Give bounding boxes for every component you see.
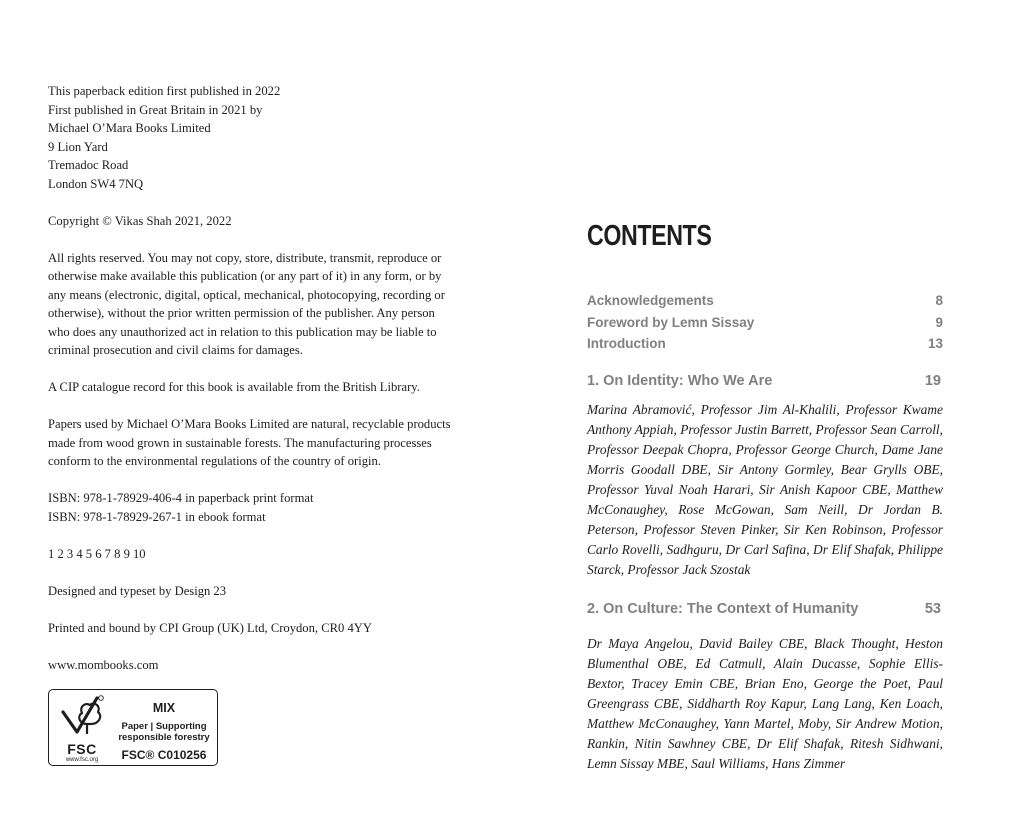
- copyright-notice: Copyright © Vikas Shah 2021, 2022: [48, 213, 232, 228]
- toc-entry-introduction: [587, 336, 943, 351]
- publisher-name: Michael O’Mara Books Limited: [48, 121, 211, 135]
- publication-line: This paperback edition first published in 2022: [48, 84, 281, 98]
- toc-entry-label: Foreword by Lemn Sissay: [587, 315, 755, 330]
- toc-section-label: 2. On Culture: The Context of Humanity: [587, 601, 859, 617]
- contents-heading: CONTENTS: [587, 220, 712, 252]
- fsc-logo: [55, 694, 107, 762]
- rights-line: otherwise make available this publication (or any part of it) in any form, or by: [48, 269, 442, 283]
- toc-entry-label: Acknowledgements: [587, 293, 714, 308]
- paper-line: made from wood grown in sustainable forests. The manufacturing processes: [48, 435, 432, 450]
- rights-line: any means (electronic, digital, optical, mechanical, photocopying, recording or: [48, 287, 445, 302]
- designer-credit: Designed and typeset by Design 23: [48, 583, 227, 598]
- publication-details: [48, 82, 478, 193]
- rights-line: criminal prosecution and civil claims for damages.: [48, 343, 303, 357]
- contributors-identity: Marina Abramović, Professor Jim Al-Khalili, Professor Kwame Anthony Appiah, Professor Justin Barrett, Professor Sean Carroll, Professor Deepak Chopra, Professor George Church, Dame Jane Morris Goodall DBE, Sir Antony Gormley, Bear Grylls OBE, Professor Yuval Noah Harari, Sir Anish Kapoor CBE, Matthew McConaughey, Rose McGowan, Sam Neill, Dr Jordan B. Peterson, Professor Steven Pinker, Sir Ken Robinson, Professor Carlo Rovelli, Sadhguru, Dr Carl Safina, Dr Elif Shafak, Philippe Starck, Professor Jack Szostak: [587, 402, 943, 577]
- paper-notice: [48, 415, 478, 471]
- address-line: 9 Lion Yard: [48, 139, 108, 154]
- toc-entry-foreword: [587, 315, 943, 330]
- fsc-description: [111, 722, 217, 743]
- toc-section-page: 53: [924, 601, 941, 617]
- toc-section-page: 19: [924, 373, 941, 389]
- address-line: Tremadoc Road: [48, 158, 129, 172]
- fsc-desc-line: Paper | Supporting: [121, 721, 207, 732]
- contents-page: [510, 0, 1020, 816]
- toc-entry-page: 8: [935, 293, 943, 308]
- fsc-wordmark: FSC: [67, 741, 97, 757]
- isbn-ebook: ISBN: 978-1-78929-267-1 in ebook format: [48, 509, 266, 524]
- toc-section-culture: [587, 601, 941, 617]
- isbn-block: [48, 489, 478, 526]
- cip-notice: A CIP catalogue record for this book is available from the British Library.: [48, 380, 420, 394]
- rights-line: All rights reserved. You may not copy, store, distribute, transmit, reproduce or: [48, 250, 442, 265]
- toc-entry-page: 9: [935, 315, 943, 330]
- toc-entry-acknowledgements: [587, 293, 943, 308]
- fsc-certification-badge: [48, 689, 218, 766]
- fsc-url: www.fsc.org: [65, 757, 99, 763]
- toc-section-label: 1. On Identity: Who We Are: [587, 373, 773, 389]
- toc-section-identity: [587, 373, 941, 389]
- fsc-mix-label: MIX: [152, 701, 176, 715]
- printer-credit: Printed and bound by CPI Group (UK) Ltd, Croydon, CR0 4YY: [48, 620, 372, 635]
- fsc-license-code: FSC® C010256: [121, 748, 207, 762]
- address-line: London SW4 7NQ: [48, 176, 144, 191]
- toc-entry-page: 13: [927, 336, 943, 351]
- rights-line: otherwise), without the prior written permission of the publisher. Any person: [48, 306, 435, 320]
- toc-entry-label: Introduction: [587, 336, 666, 351]
- paper-line: Papers used by Michael O’Mara Books Limited are natural, recyclable products: [48, 417, 451, 431]
- publication-line: First published in Great Britain in 2021 by: [48, 102, 263, 117]
- imprint-text: [48, 82, 478, 693]
- rights-notice: [48, 249, 478, 360]
- isbn-print: ISBN: 978-1-78929-406-4 in paperback print format: [48, 491, 314, 505]
- publisher-website: www.mombooks.com: [48, 657, 159, 672]
- print-line: 1 2 3 4 5 6 7 8 9 10: [48, 546, 146, 561]
- fsc-tree-check-icon: [59, 694, 105, 738]
- contributors-culture: Dr Maya Angelou, David Bailey CBE, Black Thought, Heston Blumenthal OBE, Ed Catmull, Alain Ducasse, Sophie Ellis-Bextor, Tracey Emin CBE, Brian Eno, George the Poet, Paul Greengrass CBE, Siddharth Roy Kapur, Lang Lang, Ken Loach, Matthew McConaughey, Yann Martel, Moby, Sir Andrew Motion, Rankin, Nitin Sawhney CBE, Dr Elif Shafak, Ritesh Sidhwani, Lemn Sissay MBE, Saul Williams, Hans Zimmer: [587, 636, 943, 771]
- rights-line: who does any unauthorized act in relation to this publication may be liable to: [48, 324, 437, 339]
- fsc-desc-line: responsible forestry: [118, 731, 210, 743]
- paper-line: conform to the environmental regulations of the country of origin.: [48, 454, 381, 468]
